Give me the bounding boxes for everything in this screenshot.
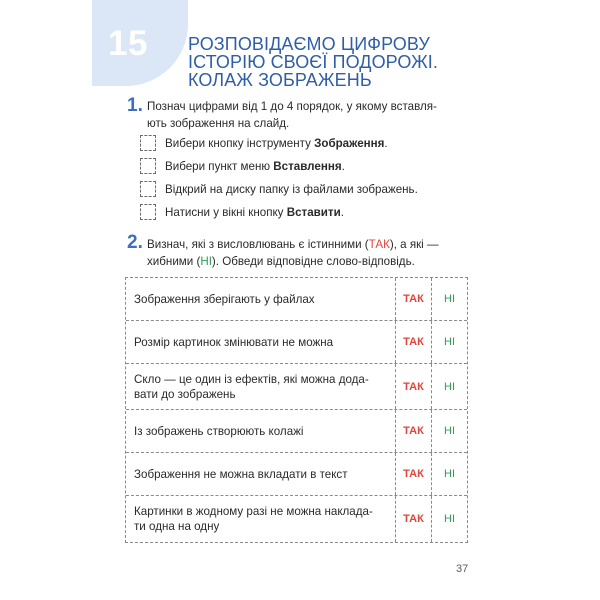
ni-answer[interactable]: НІ xyxy=(444,425,455,437)
order-item-text: Відкрий на диску папку із файлами зображень. xyxy=(165,183,418,196)
lesson-title-line: РОЗПОВІДАЄМО ЦИФРОВУ xyxy=(188,34,430,54)
order-list xyxy=(140,133,470,225)
statement-cell: Зображення зберігають у файлах xyxy=(126,278,396,320)
task-2-number: 2. xyxy=(127,232,143,253)
tak-answer[interactable]: ТАК xyxy=(396,321,432,363)
table-row xyxy=(126,364,467,410)
order-number-box[interactable] xyxy=(140,181,156,197)
ni-answer[interactable]: НІ xyxy=(444,336,455,348)
order-item-text: Вибери кнопку інструменту Зображення. xyxy=(165,137,388,150)
tak-answer[interactable]: ТАК xyxy=(396,278,432,320)
table-row xyxy=(126,410,467,453)
lesson-number: 15 xyxy=(108,24,148,63)
statement-cell: Скло — це один із ефектів, які можна дода- вати до зображень xyxy=(126,364,396,409)
order-item xyxy=(140,133,470,156)
task-1-instruction-line: Познач цифрами від 1 до 4 порядок, у якому вставля- xyxy=(147,100,437,113)
task-1-instruction-line: ють зображення на слайд. xyxy=(147,117,290,130)
statement-cell: Розмір картинок змінювати не можна xyxy=(126,321,396,363)
order-number-box[interactable] xyxy=(140,204,156,220)
ni-answer[interactable]: НІ xyxy=(444,513,455,525)
tak-answer[interactable]: ТАК xyxy=(396,496,432,542)
order-item xyxy=(140,179,470,202)
order-item xyxy=(140,156,470,179)
lesson-title xyxy=(188,35,448,89)
lesson-title-line: КОЛАЖ ЗОБРАЖЕНЬ xyxy=(188,70,372,90)
ni-answer[interactable]: НІ xyxy=(444,380,455,393)
statement-cell: Із зображень створюють колажі xyxy=(126,410,396,452)
true-false-table xyxy=(125,277,468,543)
statement-cell: Картинки в жодному разі не можна наклада- ти одна на одну xyxy=(126,496,396,542)
lesson-title-line: ІСТОРІЮ СВОЄЇ ПОДОРОЖІ. xyxy=(188,52,439,72)
table-row xyxy=(126,453,467,496)
order-number-box[interactable] xyxy=(140,158,156,174)
page-number: 37 xyxy=(456,563,469,575)
ni-answer[interactable]: НІ xyxy=(444,293,455,305)
statement-cell: Зображення не можна вкладати в текст xyxy=(126,453,396,495)
table-row xyxy=(126,496,467,542)
ni-answer[interactable]: НІ xyxy=(444,468,455,480)
tak-answer[interactable]: ТАК xyxy=(396,364,432,409)
task-2-instruction-line: хибними (НІ). Обведи відповідне слово-відповідь. xyxy=(147,255,415,268)
order-item-text: Натисни у вікні кнопку Вставити. xyxy=(165,206,344,219)
order-item xyxy=(140,202,470,225)
order-number-box[interactable] xyxy=(140,135,156,151)
table-row xyxy=(126,278,467,321)
task-2-instruction xyxy=(147,236,472,270)
table-row xyxy=(126,321,467,364)
task-1-instruction xyxy=(147,98,472,132)
tak-answer[interactable]: ТАК xyxy=(396,410,432,452)
tak-answer[interactable]: ТАК xyxy=(396,453,432,495)
task-1-number: 1. xyxy=(127,95,143,116)
order-item-text: Вибери пункт меню Вставлення. xyxy=(165,160,345,173)
task-2-instruction-line: Визнач, які з висловлювань є істинними (ТАК), а які — xyxy=(147,238,439,251)
